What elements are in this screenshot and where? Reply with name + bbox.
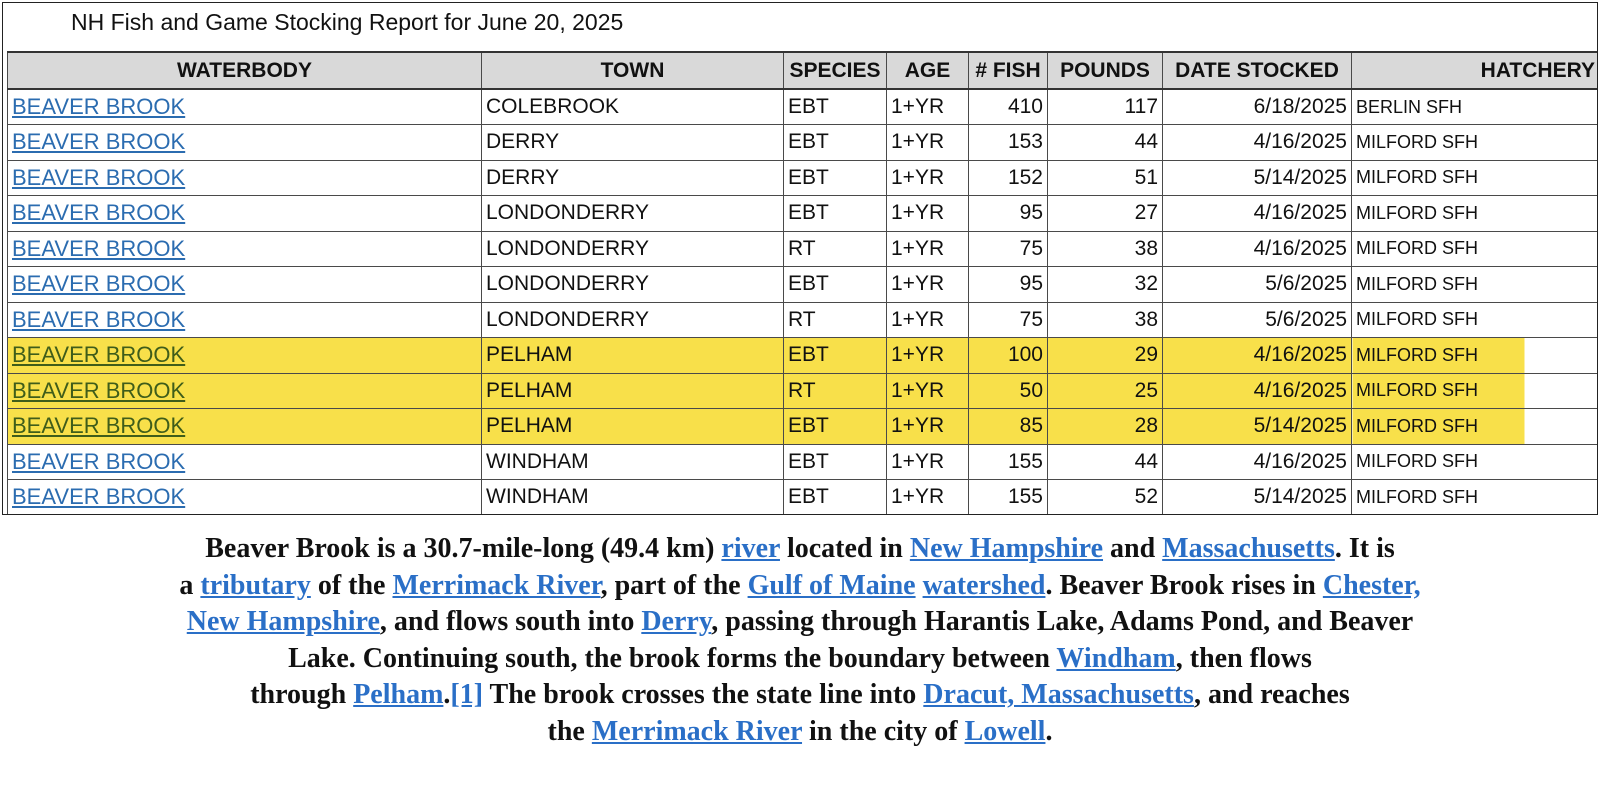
wiki-link[interactable]: New Hampshire [909,533,1104,564]
waterbody-cell [8,302,482,338]
description-text [916,570,923,601]
waterbody-link[interactable]: BEAVER BROOK [12,271,186,297]
pounds-cell: 28 [1048,409,1163,445]
age-cell: 1+YR [887,480,969,516]
description-line [0,714,1600,751]
wiki-link[interactable]: Derry [641,606,712,637]
pounds-cell: 29 [1048,338,1163,374]
fish-count-cell: 410 [969,89,1048,125]
description-text: , and reaches [1193,679,1350,710]
fish-count-cell: 152 [969,160,1048,196]
column-header-waterbody[interactable]: WATERBODY [8,52,482,89]
fish-count-cell: 75 [969,231,1048,267]
town-cell: WINDHAM [482,480,784,516]
waterbody-link[interactable]: BEAVER BROOK [12,129,186,155]
description-text: , part of the [600,569,748,601]
waterbody-link[interactable]: BEAVER BROOK [12,413,186,439]
hatchery-cell: MILFORD SFH [1352,480,1598,516]
species-cell: EBT [784,409,887,445]
town-cell: DERRY [482,160,784,196]
species-cell: EBT [784,338,887,374]
column-header-age[interactable]: AGE [887,52,969,89]
hatchery-cell: MILFORD SFH [1352,160,1598,196]
age-cell: 1+YR [887,373,969,409]
column-header-date-stocked[interactable]: DATE STOCKED [1163,52,1352,89]
date-stocked-cell: 4/16/2025 [1163,444,1352,480]
stocking-report [2,2,1598,515]
description-text: . [1045,715,1053,747]
waterbody-link[interactable]: BEAVER BROOK [12,164,186,190]
description-text: . Beaver Brook rises in [1045,569,1323,601]
date-stocked-cell: 5/14/2025 [1163,409,1352,445]
description-text: the [547,715,592,747]
age-cell: 1+YR [887,231,969,267]
date-stocked-cell: 4/16/2025 [1163,338,1352,374]
species-cell: RT [784,373,887,409]
wiki-link[interactable]: [1] [450,679,484,710]
date-stocked-cell: 4/16/2025 [1163,231,1352,267]
description-text: of the [310,569,393,601]
town-cell: LONDONDERRY [482,231,784,267]
waterbody-link[interactable]: BEAVER BROOK [12,342,186,368]
fish-count-cell: 153 [969,125,1048,161]
age-cell: 1+YR [887,444,969,480]
fish-count-cell: 155 [969,480,1048,516]
stocking-table [7,51,1598,515]
hatchery-cell: MILFORD SFH [1352,125,1598,161]
description-text: , and flows south into [379,606,642,637]
date-stocked-cell: 6/18/2025 [1163,89,1352,125]
hatchery-cell: MILFORD SFH [1352,444,1598,480]
description-text: a [179,569,201,601]
waterbody-link[interactable]: BEAVER BROOK [12,448,186,474]
town-cell: COLEBROOK [482,89,784,125]
table-row [8,480,1598,516]
table-header-row [8,52,1598,89]
stocking-table-body [8,89,1598,515]
age-cell: 1+YR [887,196,969,232]
hatchery-cell: MILFORD SFH [1352,373,1598,409]
age-cell: 1+YR [887,338,969,374]
town-cell: WINDHAM [482,444,784,480]
pounds-cell: 27 [1048,196,1163,232]
wiki-link[interactable]: river [721,533,780,564]
waterbody-cell [8,338,482,374]
pounds-cell: 25 [1048,373,1163,409]
pounds-cell: 32 [1048,267,1163,303]
hatchery-cell: BERLIN SFH [1352,89,1598,125]
pounds-cell: 117 [1048,89,1163,125]
column-header-hatchery[interactable]: HATCHERY [1352,52,1598,89]
wiki-link[interactable]: Windham [1056,642,1176,674]
hatchery-cell: MILFORD SFH [1352,409,1598,445]
town-cell: LONDONDERRY [482,196,784,232]
column-header-pounds[interactable]: POUNDS [1048,52,1163,89]
column-header-fish[interactable]: # FISH [969,52,1048,89]
wiki-link[interactable]: Merrimack River [392,569,601,601]
fish-count-cell: 95 [969,267,1048,303]
description-text: . [443,679,451,710]
town-cell: PELHAM [482,373,784,409]
table-row [8,409,1598,445]
species-cell: EBT [784,89,887,125]
date-stocked-cell: 4/16/2025 [1163,196,1352,232]
table-row [8,231,1598,267]
table-row [8,160,1598,196]
waterbody-cell [8,160,482,196]
hatchery-cell: MILFORD SFH [1352,196,1598,232]
hatchery-cell: MILFORD SFH [1352,231,1598,267]
age-cell: 1+YR [887,267,969,303]
waterbody-cell [8,89,482,125]
fish-count-cell: 85 [969,409,1048,445]
column-header-species[interactable]: SPECIES [784,52,887,89]
waterbody-cell [8,444,482,480]
date-stocked-cell: 4/16/2025 [1163,373,1352,409]
fish-count-cell: 100 [969,338,1048,374]
table-row [8,125,1598,161]
pounds-cell: 38 [1048,302,1163,338]
table-row [8,444,1598,480]
hatchery-cell: MILFORD SFH [1352,338,1598,374]
town-cell: DERRY [482,125,784,161]
town-cell: PELHAM [482,409,784,445]
age-cell: 1+YR [887,160,969,196]
date-stocked-cell: 4/16/2025 [1163,125,1352,161]
hatchery-cell: MILFORD SFH [1352,267,1598,303]
waterbody-cell [8,409,482,445]
wiki-link[interactable]: New Hampshire [186,606,380,637]
waterbody-link[interactable]: BEAVER BROOK [12,94,186,119]
fish-count-cell: 50 [969,373,1048,409]
waterbody-cell [8,267,482,303]
waterbody-cell [8,196,482,232]
pounds-cell: 38 [1048,231,1163,267]
description-text: Beaver Brook is a 30.7-mile-long (49.4 km) [205,533,722,564]
wiki-link[interactable]: Dracut, Massachusetts [923,679,1194,710]
date-stocked-cell: 5/6/2025 [1163,267,1352,303]
description-line [0,677,1600,714]
description-line [0,604,1600,641]
description-text: in the city of [802,715,965,747]
species-cell: EBT [784,444,887,480]
date-stocked-cell: 5/14/2025 [1163,480,1352,516]
pounds-cell: 44 [1048,444,1163,480]
hatchery-cell: MILFORD SFH [1352,302,1598,338]
description-text: The brook crosses the state line into [483,679,924,710]
date-stocked-cell: 5/6/2025 [1163,302,1352,338]
table-row [8,89,1598,125]
column-header-town[interactable]: TOWN [482,52,784,89]
waterbody-link[interactable]: BEAVER BROOK [12,306,186,332]
wiki-link[interactable]: Pelham [353,679,444,710]
wiki-link[interactable]: Lowell [964,715,1046,747]
pounds-cell: 52 [1048,480,1163,516]
description-text: Lake. Continuing south, the brook forms the boundary between [288,642,1057,674]
description-text: , passing through Harantis Lake, Adams Pond, and Beaver [711,606,1414,637]
description-line [0,568,1600,605]
age-cell: 1+YR [887,302,969,338]
beaver-brook-description [0,531,1600,750]
age-cell: 1+YR [887,409,969,445]
table-row [8,373,1598,409]
waterbody-link[interactable]: BEAVER BROOK [12,377,186,403]
waterbody-link[interactable]: BEAVER BROOK [12,484,186,510]
date-stocked-cell: 5/14/2025 [1163,160,1352,196]
species-cell: RT [784,302,887,338]
species-cell: EBT [784,196,887,232]
waterbody-cell [8,231,482,267]
fish-count-cell: 95 [969,196,1048,232]
description-line [0,531,1600,568]
description-text: , then flows [1175,642,1312,674]
waterbody-cell [8,480,482,516]
wiki-link[interactable]: Merrimack River [591,715,803,747]
species-cell: RT [784,231,887,267]
wiki-link[interactable]: Chester, [1322,569,1421,601]
age-cell: 1+YR [887,125,969,161]
table-row [8,196,1598,232]
wiki-link[interactable]: watershed [922,569,1046,601]
species-cell: EBT [784,480,887,516]
species-cell: EBT [784,125,887,161]
table-row [8,267,1598,303]
description-text: and [1103,533,1163,564]
town-cell: PELHAM [482,338,784,374]
pounds-cell: 51 [1048,160,1163,196]
fish-count-cell: 155 [969,444,1048,480]
species-cell: EBT [784,160,887,196]
description-text: . It is [1334,533,1395,564]
town-cell: LONDONDERRY [482,302,784,338]
wiki-link[interactable]: tributary [200,569,311,601]
wiki-link[interactable]: Massachusetts [1162,533,1335,564]
report-title: NH Fish and Game Stocking Report for June 20, 2025 [71,9,624,35]
fish-count-cell: 75 [969,302,1048,338]
town-cell: LONDONDERRY [482,267,784,303]
waterbody-cell [8,125,482,161]
pounds-cell: 44 [1048,125,1163,161]
age-cell: 1+YR [887,89,969,125]
description-text: through [250,679,354,710]
wiki-link[interactable]: Gulf of Maine [747,569,916,601]
table-row [8,302,1598,338]
table-row [8,338,1598,374]
waterbody-cell [8,373,482,409]
description-text: located in [779,533,910,564]
waterbody-link[interactable]: BEAVER BROOK [12,235,186,261]
species-cell: EBT [784,267,887,303]
description-line [0,641,1600,678]
waterbody-link[interactable]: BEAVER BROOK [12,200,186,226]
